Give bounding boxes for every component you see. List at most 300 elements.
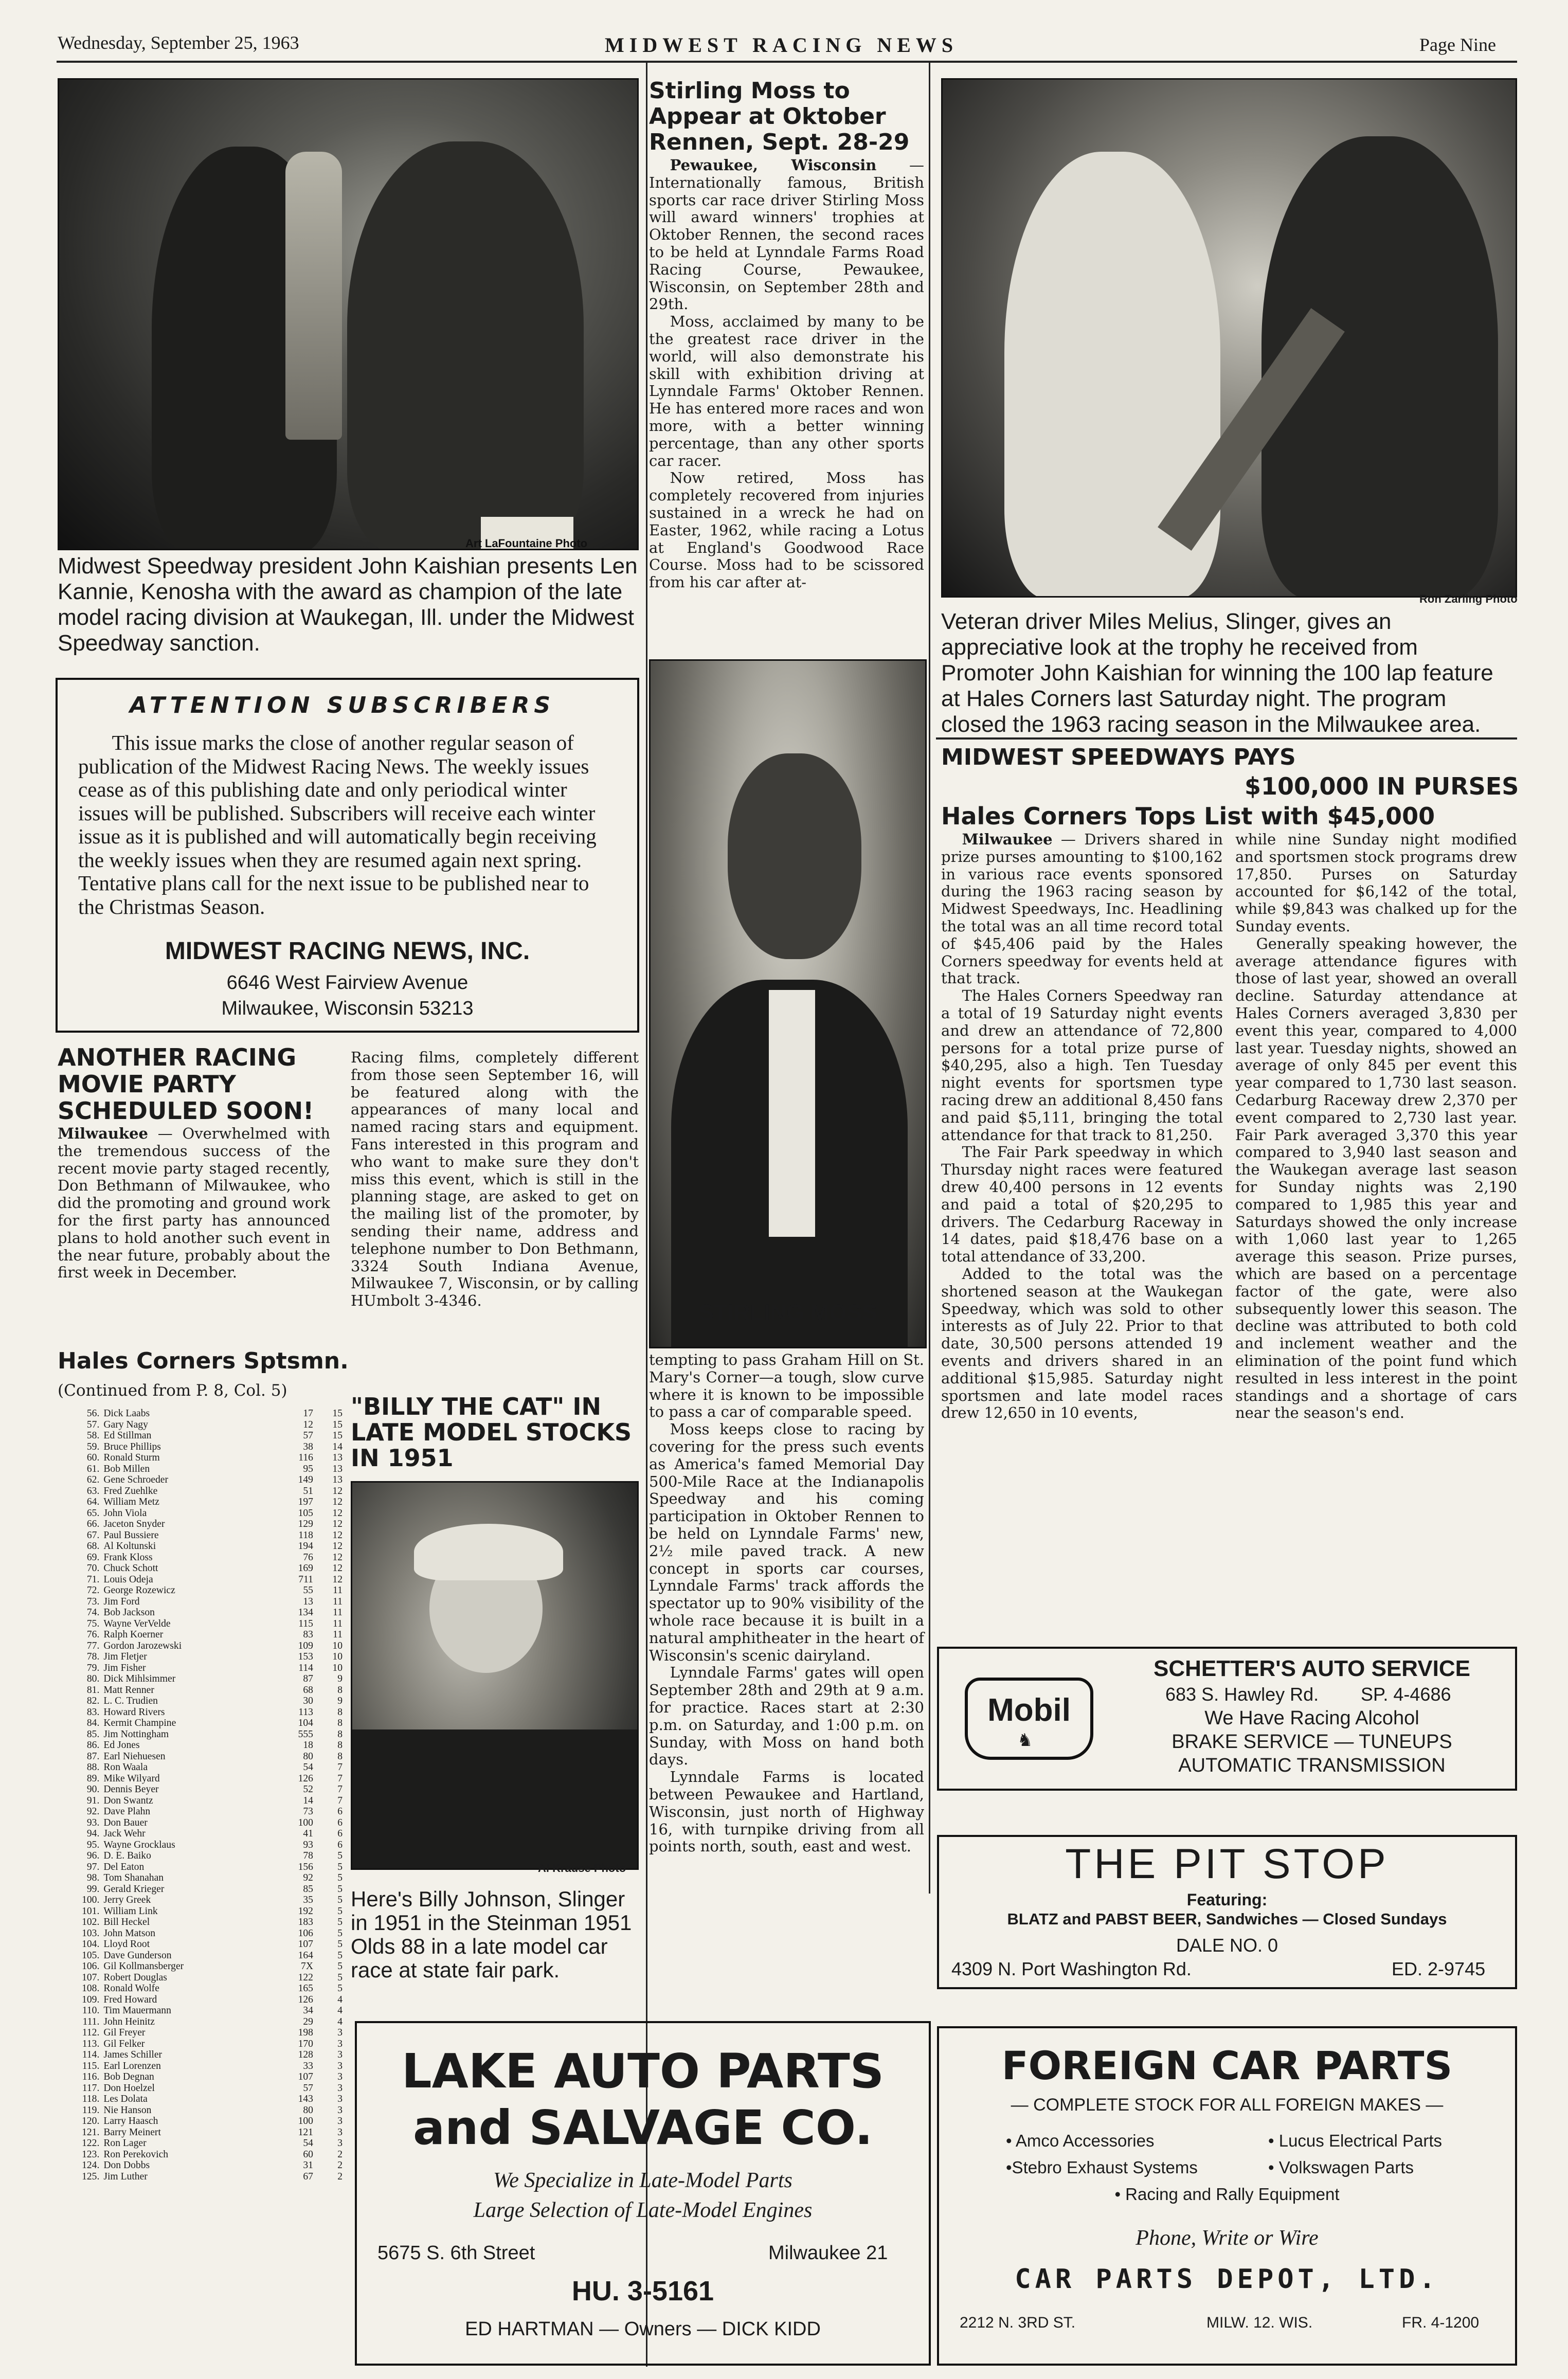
driver-cell: Jack Wehr [103,1828,146,1839]
points-cell: 12 [332,1574,343,1585]
driver-cell: William Metz [103,1497,159,1507]
lake-auto-title: LAKE AUTO PARTS [402,2044,884,2099]
points-cell: 3 [337,2038,343,2049]
driver-cell: Fred Howard [103,1994,157,2005]
points-cell: 11 [333,1596,343,1607]
rank-cell: 98. [86,1872,100,1883]
lake-auto-phone: HU. 3-5161 [571,2276,714,2306]
driver-cell: Wayne VerVelde [103,1618,171,1629]
table-row [57,1607,345,1618]
rank-cell: 96. [86,1850,100,1861]
driver-cell: Wayne Grocklaus [103,1839,175,1850]
driver-cell: Matt Renner [103,1684,154,1696]
points-cell: 12 [332,1497,343,1507]
points-cell: 6 [337,1817,343,1828]
rank-cell: 60. [86,1452,100,1463]
schetter-ad [937,1647,1517,1791]
schetter-line: BRAKE SERVICE — TUNEUPS [1172,1731,1452,1753]
car-number-cell: 34 [303,2005,313,2016]
driver-cell: Ron Waala [103,1762,148,1773]
standings-table [57,1408,345,2182]
article-text: — Internationally famous, British sports car race driver Stirling Moss will award winners' trophies at Oktober Rennen, the second races to be held at Lynndale Farms Road Racing Course, Pewaukee, Wisconsin, on September 28th and 29th. [649,156,925,313]
rank-cell: 83. [86,1706,100,1718]
rank-cell: 84. [86,1718,100,1728]
points-cell: 5 [337,1939,343,1950]
table-row [57,1618,345,1630]
points-cell: 5 [337,1850,343,1861]
points-cell: 4 [337,2016,343,2027]
car-number-cell: 55 [303,1585,313,1596]
driver-cell: Frank Kloss [103,1552,153,1563]
pit-stop-address: 4309 N. Port Washington Rd. [951,1958,1192,1979]
driver-cell: Barry Meinert [103,2126,161,2138]
car-number-cell: 114 [298,1662,313,1673]
rank-cell: 103. [82,1927,100,1939]
foreign-car-ad [937,2026,1517,2366]
foreign-contact: Phone, Write or Wire [1136,2226,1319,2250]
dateline: Milwaukee [58,1125,148,1142]
rank-cell: 104. [82,1939,100,1950]
car-number-cell: 169 [298,1563,313,1574]
stirling-moss-photo [649,659,927,1348]
points-cell: 15 [332,1408,343,1419]
foreign-item: • Racing and Rally Equipment [1114,2185,1340,2204]
rank-cell: 63. [86,1485,100,1497]
rank-cell: 71. [86,1574,100,1585]
table-row [57,1696,345,1707]
car-number-cell: 109 [298,1640,313,1651]
table-row [57,2094,345,2105]
rank-cell: 97. [86,1861,100,1872]
rank-cell: 119. [82,2104,100,2116]
article-text: The Hales Corners Speedway ran a total of 19 Saturday night events and drew an attendance of 72,800 persons for a total prize purse of $40,295, also a high. Ten Tuesday night events for sportsmen type racing drew an additional 8,450 fans and paid $5,111, bringing the total attendance for that track to 81,250. [941,987,1223,1144]
article-text: — Overwhelmed with the tremendous success of the recent movie party staged recently, Don Bethmann of Milwaukee, who did the promoting and ground work for the first party has announced plans to hold another such event in the near future, probably about the first week in December. [58,1125,330,1282]
rank-cell: 88. [86,1762,100,1773]
rank-cell: 93. [86,1817,100,1828]
foreign-item: • Lucus Electrical Parts [1268,2131,1443,2150]
attention-body: This issue marks the close of another regular season of publication of the Midwest Racing News. The weekly issues cease as of this publishing date and only periodical winter issues will be published. Subscribers will receive each winter issue as it is published and will automatically begin receiving the weekly issues when they are resumed again next spring. Tentative plans call for the next issue to be published near to the Christmas Season. [78,731,597,918]
points-cell: 5 [337,1861,343,1872]
rank-cell: 86. [86,1740,100,1751]
billy-caption: Here's Billy Johnson, Slinger in 1951 in the Steinman 1951 Olds 88 in a late model car race at state fair park. [351,1887,632,1982]
driver-cell: Les Dolata [103,2094,148,2104]
rank-cell: 81. [86,1684,100,1696]
rank-cell: 110. [82,2005,100,2016]
schetter-line: AUTOMATIC TRANSMISSION [1178,1755,1446,1776]
table-row [57,1939,345,1950]
driver-cell: Ron Lager [103,2138,147,2149]
table-row [57,1419,345,1431]
rank-cell: 76. [86,1629,100,1640]
rank-cell: 95. [86,1839,100,1850]
points-cell: 6 [337,1828,343,1839]
rank-cell: 87. [86,1751,100,1762]
points-cell: 13 [332,1463,343,1474]
table-row [57,1541,345,1552]
points-cell: 2 [337,2149,343,2160]
table-row [57,1441,345,1453]
driver-cell: Gary Nagy [103,1419,148,1430]
driver-cell: William Link [103,1905,158,1917]
pegasus-icon: ♞ [1017,1730,1033,1751]
points-cell: 2 [337,2160,343,2171]
table-row [57,1464,345,1475]
points-cell: 8 [337,1684,343,1696]
car-number-cell: 78 [303,1850,313,1861]
article-text: Moss, acclaimed by many to be the greatest race driver in the world, will also demonstrate his skill with exhibition driving at Lynndale Farms' Oktober Rennen. He has entered more races and won more, with a better winning percentage, than any other sports car racer. [649,313,924,470]
rank-cell: 115. [82,2060,100,2071]
table-row [57,1508,345,1519]
rank-cell: 82. [86,1696,100,1706]
car-number-cell: 128 [298,2049,313,2060]
points-cell: 14 [332,1441,343,1452]
points-cell: 12 [332,1541,343,1552]
car-number-cell: 57 [303,2082,313,2094]
points-cell: 12 [332,1519,343,1529]
car-number-cell: 80 [303,1751,313,1762]
rank-cell: 116. [82,2071,100,2082]
foreign-item: • Volkswagen Parts [1268,2158,1414,2177]
car-number-cell: 33 [303,2060,313,2071]
kaishian-kannie-photo [58,78,639,550]
driver-cell: Del Eaton [103,1861,145,1872]
car-number-cell: 31 [303,2160,313,2171]
car-number-cell: 104 [298,1718,313,1728]
pit-stop-menu: BLATZ and PABST BEER, Sandwiches — Closed Sundays [1007,1910,1447,1928]
lake-auto-address: 5675 S. 6th Street [377,2242,535,2264]
car-number-cell: 54 [303,2138,313,2149]
driver-cell: Ron Perekovich [103,2149,169,2160]
table-row [57,1574,345,1585]
table-row [57,2083,345,2094]
schetter-address: 683 S. Hawley Rd. [1165,1684,1319,1705]
points-cell: 10 [332,1651,343,1662]
points-cell: 4 [337,1994,343,2005]
car-number-cell: 115 [298,1618,313,1629]
points-cell: 5 [337,1905,343,1917]
car-number-cell: 126 [298,1994,313,2005]
rank-cell: 74. [86,1607,100,1618]
payout-headline-3: Hales Corners Tops List with $45,000 [941,802,1435,830]
driver-cell: Tom Shanahan [103,1872,164,1883]
points-cell: 13 [332,1474,343,1485]
points-cell: 5 [337,1872,343,1883]
table-row [57,1828,345,1840]
payout-headline-1: MIDWEST SPEEDWAYS PAYS [941,744,1296,770]
driver-cell: Dennis Beyer [103,1784,159,1795]
table-row [57,1840,345,1851]
driver-cell: Jim Fisher [103,1662,146,1673]
table-row [57,1585,345,1596]
points-cell: 9 [337,1696,343,1706]
car-number-cell: 95 [303,1463,313,1474]
foreign-city: MILW. 12. WIS. [1206,2314,1313,2331]
points-cell: 6 [337,1806,343,1817]
points-cell: 9 [337,1673,343,1684]
car-number-cell: 92 [303,1872,313,1883]
article-text: Generally speaking however, the average attendance figures with those of last year, showed an overall decline. Saturday attendance at Hales Corners averaged 3,830 per event this year, compared to 4,000 last year. Tuesday nights, showed an average of only 845 per event this year compared to 1,730 last season. Cedarburg Raceway drew 2,370 per event compared to 2,730 last year. Fair Park averaged 3,370 this year compared to 3,940 last season and the Waukegan average last season for Sunday nights was 2,190 compared to 1,985 this year and Saturdays showed the only increase with 1,060 last year to 1,265 average this season. Prize purses, which are based on a percentage factor of the gate, were also subsequently lower this season. The decline was attributed to both cold and inclement weather and the elimination of the point fund which resulted in less interest in the point standings and a shortage of cars near the season's end. [1235,934,1517,1422]
car-number-cell: 93 [303,1839,313,1850]
rank-cell: 102. [82,1917,100,1927]
rank-cell: 58. [86,1430,100,1441]
points-cell: 15 [332,1430,343,1441]
car-number-cell: 153 [298,1651,313,1662]
car-number-cell: 17 [303,1408,313,1419]
driver-cell: Ed Jones [103,1740,140,1751]
points-cell: 8 [337,1728,343,1740]
rank-cell: 67. [86,1529,100,1541]
table-row [57,2049,345,2061]
car-number-cell: 13 [303,1596,313,1607]
rank-cell: 79. [86,1662,100,1673]
schetter-phone: SP. 4-4686 [1361,1684,1451,1705]
foreign-phone: FR. 4-1200 [1402,2314,1480,2331]
table-row [57,2149,345,2160]
car-number-cell: 80 [303,2104,313,2116]
moss-article-bottom [649,1351,924,1855]
publisher-city: Milwaukee, Wisconsin 53213 [221,998,474,1019]
photo-credit: Ron Zarling Photo [1419,592,1518,605]
table-row [57,2016,345,2028]
driver-cell: Fred Zuehlke [103,1485,158,1497]
table-row [57,1519,345,1530]
points-cell: 8 [337,1706,343,1718]
points-cell: 12 [332,1507,343,1519]
rank-cell: 66. [86,1519,100,1529]
driver-cell: Nie Hanson [103,2104,152,2116]
publisher-address: 6646 West Fairview Avenue [226,972,468,994]
table-row [57,1795,345,1807]
driver-cell: Bruce Phillips [103,1441,161,1452]
melius-trophy-photo [941,78,1517,598]
table-row [57,2039,345,2050]
rank-cell: 64. [86,1497,100,1507]
points-cell: 11 [333,1585,343,1596]
driver-cell: John Viola [103,1507,147,1519]
car-number-cell: 149 [298,1474,313,1485]
car-number-cell: 126 [298,1773,313,1784]
foreign-address: 2212 N. 3RD ST. [960,2314,1076,2331]
table-row [57,1762,345,1773]
car-number-cell: 30 [303,1696,313,1706]
points-cell: 3 [337,2116,343,2126]
rank-cell: 70. [86,1563,100,1574]
points-cell: 3 [337,2027,343,2038]
article-text: Moss keeps close to racing by covering for the press such events as America's famed Memorial Day 500-Mile Race at the Indianapolis Speedway and his coming participation in Oktober Rennen to be held on Lynndale Farms' new, 2½ mile paved track. A new concept in sports car courses, Lynndale Farms' track affords the spectator up to 90% visibility of the whole race because it is built in a natural amphitheater in the heart of Wisconsin's scenic dairyland. [649,1420,924,1664]
driver-cell: Jaceton Snyder [103,1519,165,1529]
car-number-cell: 12 [303,1419,313,1430]
driver-cell: Bob Degnan [103,2071,154,2082]
table-row [57,1673,345,1685]
billy-johnson-photo [351,1481,639,1870]
lake-auto-ad [355,2021,931,2366]
car-number-cell: 73 [303,1806,313,1817]
car-number-cell: 711 [298,1574,313,1585]
driver-cell: Jim Nottingham [103,1728,169,1740]
photo-caption: Midwest Speedway president John Kaishian presents Len Kannie, Kenosha with the award as champion of the late model racing division at Waukegan, Ill. under the Midwest Speedway sanction. [58,553,638,656]
car-number-cell: 106 [298,1927,313,1939]
points-cell: 5 [337,1917,343,1927]
article-text: tempting to pass Graham Hill on St. Mary's Corner—a tough, slow curve where it is known to be impossible to pass a car of comparable speed. [649,1351,924,1421]
lake-auto-slogan: Large Selection of Late-Model Engines [473,2198,813,2222]
car-number-cell: 57 [303,1430,313,1441]
article-text: Now retired, Moss has completely recovered from injuries sustained in a wreck he had on Easter, 1962, while racing a Lotus at England's Goodwood Race Course. Moss had to be scissored from his car after at- [649,469,924,591]
rank-cell: 56. [86,1408,100,1419]
points-cell: 5 [337,1983,343,1994]
car-number-cell: 121 [298,2126,313,2138]
driver-cell: Bob Jackson [103,1607,155,1618]
rank-cell: 117. [82,2082,100,2094]
table-row [57,1740,345,1751]
table-row [57,1474,345,1486]
driver-cell: Don Hoelzel [103,2082,155,2094]
driver-cell: Lloyd Root [103,1939,150,1950]
driver-cell: Earl Niehuesen [103,1751,166,1762]
driver-cell: Jerry Greek [103,1895,151,1905]
billy-headline: "BILLY THE CAT" IN LATE MODEL STOCKS IN 1951 [351,1393,632,1472]
photo-credit: Al Krause Photo [538,1862,626,1875]
table-row [57,1773,345,1785]
page-number: Page Nine [1419,34,1496,55]
photo-credit: Art LaFountaine Photo [465,537,588,550]
table-row [57,1408,345,1419]
table-row [57,1663,345,1674]
car-number-cell: 134 [298,1607,313,1618]
points-cell: 5 [337,1895,343,1905]
article-text: The Fair Park speedway in which Thursday night races were featured drew 40,400 persons in 12 events and paid a total of $20,295 to drivers. The Cedarburg Raceway in 14 dates, paid $18,476 base on a total attendance of 33,200. [941,1143,1223,1266]
points-cell: 3 [337,2094,343,2104]
car-number-cell: 129 [298,1519,313,1529]
points-cell: 11 [333,1629,343,1640]
table-row [57,2071,345,2083]
car-number-cell: 164 [298,1950,313,1961]
points-cell: 3 [337,2082,343,2094]
rank-cell: 69. [86,1552,100,1563]
attention-title: ATTENTION SUBSCRIBERS [130,692,555,718]
points-cell: 12 [332,1529,343,1541]
article-text: Lynndale Farms is located between Pewaukee and Hartland, Wisconsin, just north of Highway 16, with turnpike driving from all points north, south, east and west. [649,1768,924,1855]
table-row [57,1906,345,1917]
table-row [57,1917,345,1928]
table-row [57,1486,345,1497]
movie-party-right: Racing films, completely different from those seen September 16, will be featured along with the appearances of many local and named racing stars and equipment. Fans interested in this program and who want to make sure they don't miss this event, which is still in the planning stage, are asked to get on the mailing list of the promoter, by sending their name, address and telephone number to Don Bethmann, 3324 South Indiana Avenue, Milwaukee 7, Wisconsin, or by calling HUmbolt 3-4346. [351,1049,639,1310]
points-cell: 8 [337,1740,343,1751]
rank-cell: 75. [86,1618,100,1629]
lake-auto-title: and SALVAGE CO. [412,2100,873,2155]
points-cell: 11 [333,1607,343,1618]
rank-cell: 89. [86,1773,100,1784]
car-number-cell: 87 [303,1673,313,1684]
driver-cell: Ralph Koerner [103,1629,164,1640]
table-row [57,1751,345,1762]
table-row [57,2171,345,2183]
table-row [57,1850,345,1862]
points-cell: 8 [337,1751,343,1762]
driver-cell: James Schiller [103,2049,163,2060]
points-cell: 7 [337,1795,343,1806]
table-row [57,1983,345,1994]
table-row [57,1629,345,1641]
car-number-cell: 165 [298,1983,313,1994]
rank-cell: 121. [82,2126,100,2138]
rank-cell: 118. [82,2094,100,2104]
driver-cell: Earl Lorenzen [103,2060,161,2071]
points-cell: 7 [337,1773,343,1784]
driver-cell: Jim Fletjer [103,1651,147,1662]
issue-date: Wednesday, September 25, 1963 [58,32,299,53]
payout-headline-2: $100,000 IN PURSES [1245,772,1519,800]
car-number-cell: 100 [298,1817,313,1828]
car-number-cell: 156 [298,1861,313,1872]
table-row [57,1784,345,1795]
driver-cell: Louis Odeja [103,1574,153,1585]
article-text: Added to the total was the shortened season at the Waukegan Speedway, which was sold to other interests as of July 22. Prior to that date, 30,500 persons attended 19 events and drivers shared in an additional $15,985. Saturday night sportsmen and late model races drew 12,650 in 10 events, [941,1265,1223,1422]
schetter-name: SCHETTER'S AUTO SERVICE [1154,1656,1470,1681]
driver-cell: John Matson [103,1927,156,1939]
mobil-logo-text: Mobil [987,1692,1071,1728]
dateline: Milwaukee [962,831,1053,848]
foreign-depot: CAR PARTS DEPOT, LTD. [1015,2264,1439,2295]
table-row [57,2127,345,2138]
hales-list-headline: Hales Corners Sptsmn. [58,1348,349,1374]
points-cell: 8 [337,1718,343,1728]
points-cell: 12 [332,1552,343,1563]
car-number-cell: 7X [301,1961,313,1972]
points-cell: 12 [332,1485,343,1497]
rank-cell: 72. [86,1585,100,1596]
car-number-cell: 76 [303,1552,313,1563]
car-number-cell: 192 [298,1905,313,1917]
moss-headline: Stirling Moss to Appear at Oktober Rennen, Sept. 28-29 [649,78,910,155]
car-number-cell: 113 [298,1706,313,1718]
rank-cell: 122. [82,2138,100,2149]
car-number-cell: 18 [303,1740,313,1751]
column-rule [929,63,930,1894]
car-number-cell: 107 [298,1939,313,1950]
rank-cell: 80. [86,1673,100,1684]
attention-box [56,678,639,1033]
rank-cell: 112. [82,2027,100,2038]
lake-auto-slogan: We Specialize in Late-Model Parts [493,2169,792,2192]
car-number-cell: 183 [298,1917,313,1927]
table-row [57,1641,345,1652]
driver-cell: Dick Laabs [103,1408,150,1419]
foreign-title: FOREIGN CAR PARTS [1001,2043,1453,2088]
points-cell: 5 [337,1961,343,1972]
driver-cell: Gerald Krieger [103,1883,165,1895]
driver-cell: Gil Felker [103,2038,145,2049]
car-number-cell: 51 [303,1485,313,1497]
car-number-cell: 14 [303,1795,313,1806]
table-row [57,1928,345,1939]
driver-cell: Ed Stillman [103,1430,152,1441]
pit-stop-dale: DALE NO. 0 [1176,1935,1278,1956]
car-number-cell: 122 [298,1972,313,1983]
rank-cell: 100. [82,1895,100,1905]
points-cell: 2 [337,2171,343,2182]
points-cell: 5 [337,1927,343,1939]
table-row [57,1497,345,1508]
points-cell: 12 [332,1563,343,1574]
car-number-cell: 85 [303,1883,313,1895]
points-cell: 3 [337,2049,343,2060]
foreign-subtitle: — COMPLETE STOCK FOR ALL FOREIGN MAKES — [1011,2095,1444,2115]
points-cell: 7 [337,1784,343,1795]
table-row [57,1950,345,1961]
car-number-cell: 105 [298,1507,313,1519]
points-cell: 11 [333,1618,343,1629]
table-row [57,1729,345,1740]
